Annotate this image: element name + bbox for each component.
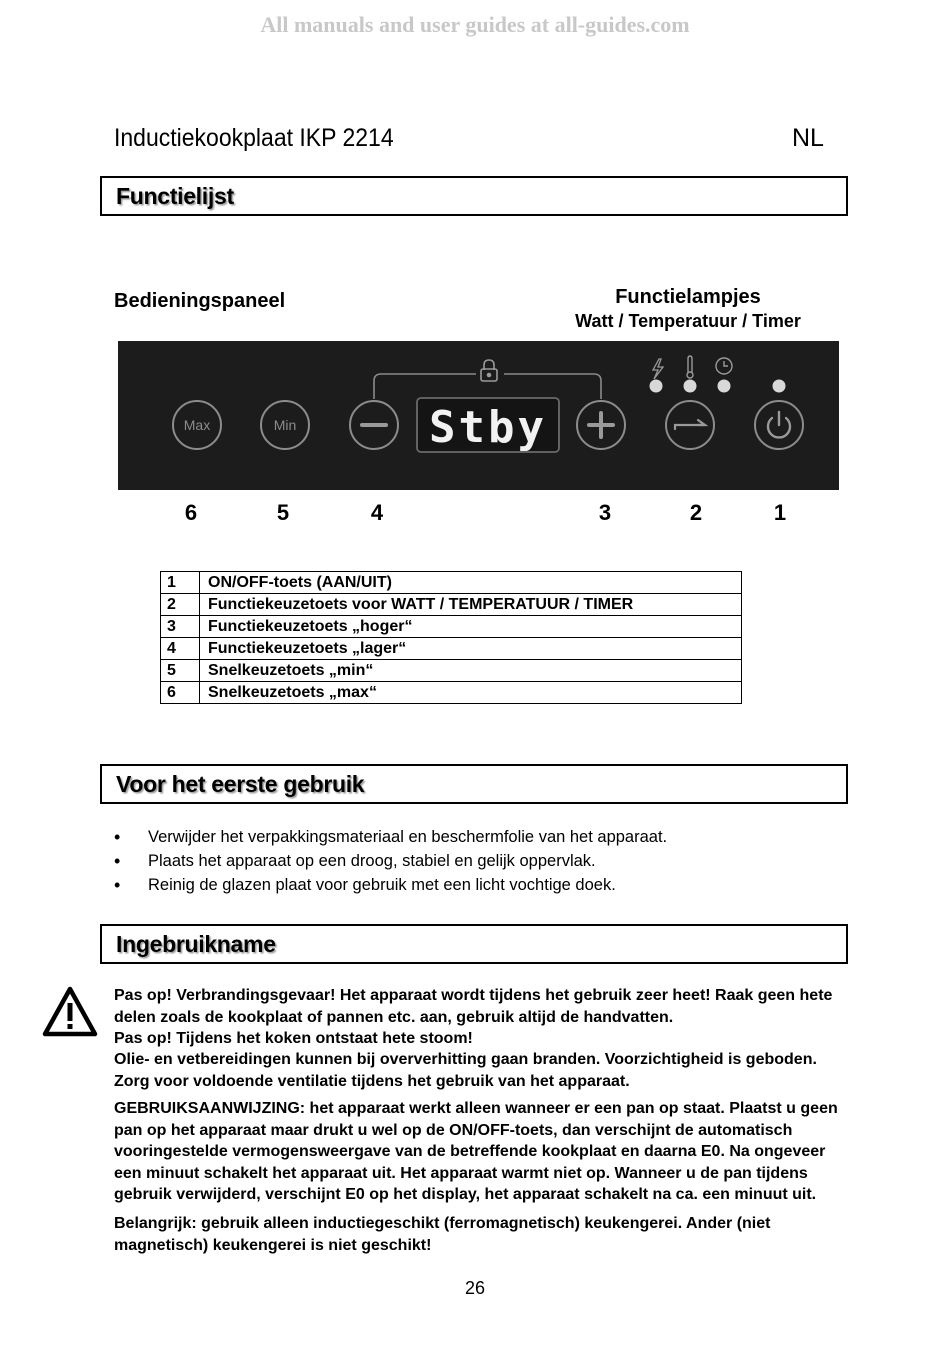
table-cell-text: ON/OFF-toets (AAN/UIT) <box>200 572 742 594</box>
timer-indicator-light <box>718 380 731 393</box>
warning-text-3: Olie- en vetbereidingen kunnen bij oververhitting gaan branden. Voorzichtigheid is geboden. Zorg voor voldoende ventilatie tijdens het gebruik van het apparaat. <box>114 1051 817 1090</box>
table-cell-number: 6 <box>161 682 200 704</box>
warning-triangle-icon <box>42 986 98 1038</box>
list-item: • Verwijder het verpakkingsmateriaal en beschermfolie van het apparaat. <box>114 826 667 850</box>
warning-text-1: Pas op! Verbrandingsgevaar! Het apparaat wordt tijdens het gebruik zeer heet! Raak geen hete delen zoals de kookplaat of pannen etc. aan, gebruik altijd de handvatten. <box>114 987 833 1026</box>
watt-indicator-light <box>650 380 663 393</box>
display-text: Stby <box>429 402 547 453</box>
section-title: Functielijst <box>116 183 234 209</box>
page-number: 26 <box>464 1278 486 1298</box>
power-indicator-light <box>773 380 786 393</box>
section-title: Voor het eerste gebruik <box>116 771 365 797</box>
warning-text-2: Pas op! Tijdens het koken ontstaat hete stoom! <box>114 1030 473 1047</box>
important-text: Belangrijk: gebruik alleen inductiegeschikt (ferromagnetisch) keukengerei. Ander (niet magnetisch) keukengerei is niet geschikt! <box>114 1215 771 1254</box>
number-label-4: 4 <box>370 500 384 525</box>
table-cell-number: 4 <box>161 638 200 660</box>
table-cell-text: Snelkeuzetoets „min“ <box>200 660 742 682</box>
max-label: Max <box>183 417 211 433</box>
table-cell-number: 2 <box>161 594 200 616</box>
number-label-5: 5 <box>276 500 290 525</box>
section-header-functielijst <box>100 176 848 216</box>
min-label: Min <box>273 417 297 433</box>
list-item: • Plaats het apparaat op een droog, stabiel en gelijk oppervlak. <box>114 850 667 874</box>
instructions-text: GEBRUIKSAANWIJZING: het apparaat werkt alleen wanneer er een pan op staat. Plaatst u geen pan op het apparaat maar drukt u wel op de ON/OFF-toets, dan verschijnt de automatisch vooringestelde vermogensweergave van de betreffende kookplaat en daarna E0. Na ongeveer een minuut schakelt het apparaat uit. Het apparaat warmt niet op. Wanneer u de pan tijdens gebruik verwijderd, verschijnt E0 op het display, het apparaat schakelt na ca. een minuut uit. <box>114 1100 838 1203</box>
number-label-3: 3 <box>598 500 612 525</box>
table-cell-text: Functiekeuzetoets voor WATT / TEMPERATUUR / TIMER <box>200 594 742 616</box>
control-panel-image <box>118 341 839 490</box>
display <box>417 398 559 453</box>
control-panel-label: Bedieningspaneel <box>114 290 286 312</box>
table-row <box>161 594 742 616</box>
table-cell-text: Functiekeuzetoets „hoger“ <box>200 616 742 638</box>
language-code: NL <box>792 124 824 152</box>
table-row <box>161 638 742 660</box>
table-row <box>161 682 742 704</box>
first-use-list <box>114 826 667 898</box>
table-cell-number: 1 <box>161 572 200 594</box>
section-header-ingebruikname <box>100 924 848 964</box>
function-lights-title: Functielampjes <box>615 286 761 308</box>
key-legend-table <box>160 571 742 704</box>
number-label-6: 6 <box>184 500 198 525</box>
table-cell-text: Functiekeuzetoets „lager“ <box>200 638 742 660</box>
table-row <box>161 660 742 682</box>
function-lights-subtitle: Watt / Temperatuur / Timer <box>575 311 801 331</box>
watermark: All manuals and user guides at all-guides.com <box>260 12 690 37</box>
table-row <box>161 616 742 638</box>
number-label-1: 1 <box>773 500 787 525</box>
number-label-2: 2 <box>689 500 703 525</box>
table-row <box>161 572 742 594</box>
list-item: • Reinig de glazen plaat voor gebruik met een licht vochtige doek. <box>114 874 667 898</box>
document-title: Inductiekookplaat IKP 2214 <box>114 124 394 152</box>
section-title: Ingebruikname <box>116 931 276 957</box>
table-cell-number: 3 <box>161 616 200 638</box>
table-cell-text: Snelkeuzetoets „max“ <box>200 682 742 704</box>
section-header-eerste-gebruik <box>100 764 848 804</box>
table-cell-number: 5 <box>161 660 200 682</box>
temperature-indicator-light <box>684 380 697 393</box>
